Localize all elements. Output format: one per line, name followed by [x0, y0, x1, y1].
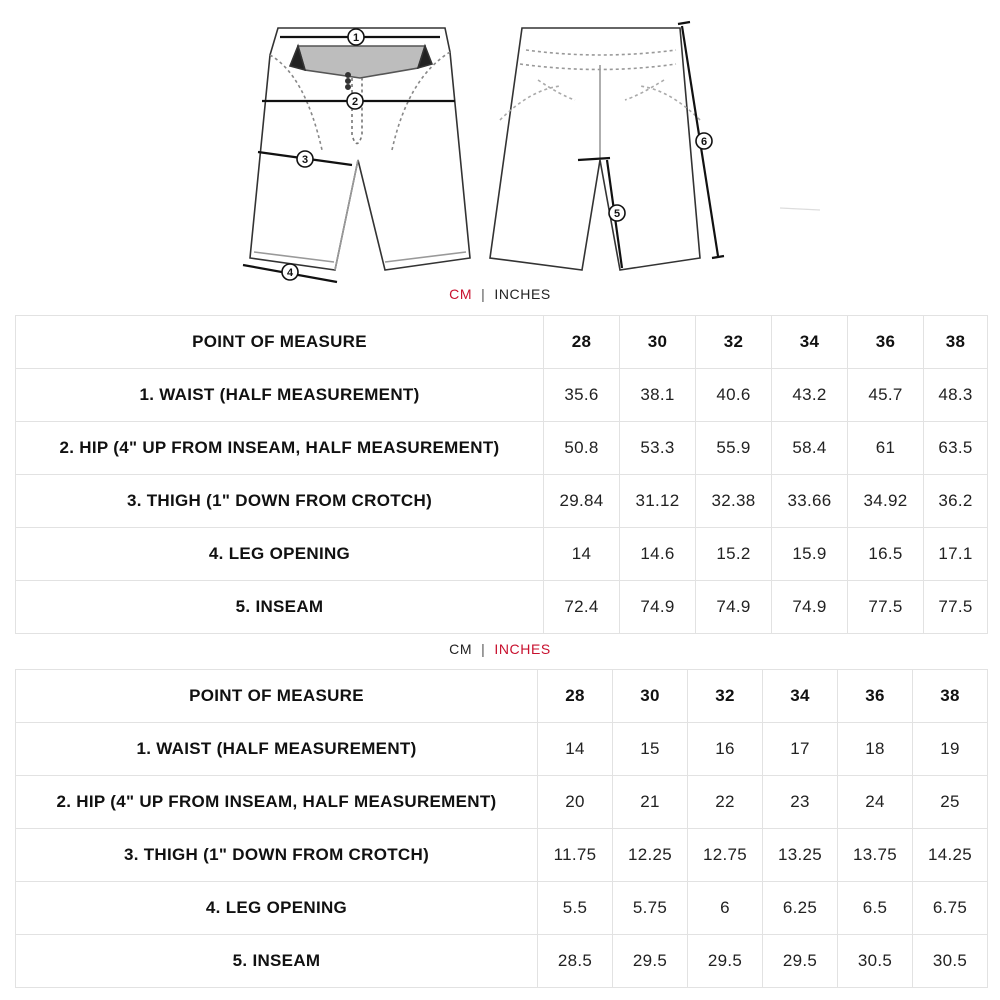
header-size: 38: [913, 670, 988, 723]
measure-value: 19: [913, 723, 988, 776]
measure-value: 17: [763, 723, 838, 776]
measure-label: 4. LEG OPENING: [16, 528, 544, 581]
measure-value: 14: [538, 723, 613, 776]
measure-value: 61: [848, 422, 924, 475]
unit-toggle-cm[interactable]: CM: [449, 286, 473, 302]
measure-label: 2. HIP (4" UP FROM INSEAM, HALF MEASUREMENT): [16, 776, 538, 829]
header-size: 34: [772, 316, 848, 369]
callout-3-label: 3: [301, 154, 309, 166]
measure-value: 13.75: [838, 829, 913, 882]
measure-value: 29.5: [688, 935, 763, 988]
measure-value: 5.75: [613, 882, 688, 935]
measure-value: 15: [613, 723, 688, 776]
measure-value: 77.5: [848, 581, 924, 634]
measure-value: 14.6: [620, 528, 696, 581]
unit-toggle-inches[interactable]: INCHES: [494, 286, 551, 302]
table-row: [16, 422, 988, 475]
header-size: 30: [620, 316, 696, 369]
table-row: [16, 882, 988, 935]
header-size: 32: [688, 670, 763, 723]
callout-5: [609, 205, 625, 221]
callout-1-label: 1: [352, 32, 360, 44]
measure-value: 74.9: [772, 581, 848, 634]
measure-value: 23: [763, 776, 838, 829]
measure-value: 6.75: [913, 882, 988, 935]
measure-value: 36.2: [924, 475, 988, 528]
measure-value: 28.5: [538, 935, 613, 988]
measure-value: 30.5: [838, 935, 913, 988]
header-size: 36: [848, 316, 924, 369]
shorts-back-view: [490, 28, 700, 270]
measure-value: 14.25: [913, 829, 988, 882]
measure-value: 58.4: [772, 422, 848, 475]
callout-3: [297, 151, 313, 167]
measure-value: 43.2: [772, 369, 848, 422]
measure-value: 30.5: [913, 935, 988, 988]
cm-header-row: [16, 316, 988, 369]
measure-label: 5. INSEAM: [16, 935, 538, 988]
table-row: [16, 829, 988, 882]
table-row: [16, 935, 988, 988]
measure-label: 1. WAIST (HALF MEASUREMENT): [16, 369, 544, 422]
measure-value: 16: [688, 723, 763, 776]
measure-value: 48.3: [924, 369, 988, 422]
measure-label: 5. INSEAM: [16, 581, 544, 634]
table-row: [16, 723, 988, 776]
table-row: [16, 776, 988, 829]
measure-value: 25: [913, 776, 988, 829]
measure-value: 53.3: [620, 422, 696, 475]
callout-6: [696, 133, 712, 149]
header-size: 32: [696, 316, 772, 369]
measure-value: 34.92: [848, 475, 924, 528]
measure-value: 29.5: [763, 935, 838, 988]
header-size: 38: [924, 316, 988, 369]
measure-value: 22: [688, 776, 763, 829]
measure-value: 33.66: [772, 475, 848, 528]
measure-value: 29.84: [544, 475, 620, 528]
measure-value: 16.5: [848, 528, 924, 581]
measure-value: 18: [838, 723, 913, 776]
unit-toggle-top: [0, 286, 1000, 302]
measure-label: 1. WAIST (HALF MEASUREMENT): [16, 723, 538, 776]
measure-label: 3. THIGH (1" DOWN FROM CROTCH): [16, 829, 538, 882]
measure-value: 15.2: [696, 528, 772, 581]
measure-label: 4. LEG OPENING: [16, 882, 538, 935]
size-chart-cm-table: [15, 315, 988, 634]
unit-toggle-cm[interactable]: CM: [449, 641, 473, 657]
measure-value: 6.5: [838, 882, 913, 935]
measure-value: 17.1: [924, 528, 988, 581]
header-point-of-measure: POINT OF MEASURE: [16, 316, 544, 369]
measure-value: 63.5: [924, 422, 988, 475]
header-size: 36: [838, 670, 913, 723]
header-size: 30: [613, 670, 688, 723]
measure-label: 3. THIGH (1" DOWN FROM CROTCH): [16, 475, 544, 528]
measure-value: 55.9: [696, 422, 772, 475]
unit-toggle-bottom: [0, 641, 1000, 657]
measure-value: 5.5: [538, 882, 613, 935]
measure-value: 50.8: [544, 422, 620, 475]
callout-5-label: 5: [613, 208, 621, 220]
measure-value: 74.9: [696, 581, 772, 634]
size-chart-inches-table: [15, 669, 988, 988]
measure-value: 12.25: [613, 829, 688, 882]
table-row: [16, 475, 988, 528]
measure-value: 35.6: [544, 369, 620, 422]
unit-toggle-divider: |: [481, 286, 486, 302]
callout-2-label: 2: [351, 96, 359, 108]
header-size: 28: [544, 316, 620, 369]
measure-value: 45.7: [848, 369, 924, 422]
measure-value: 11.75: [538, 829, 613, 882]
callout-4-label: 4: [286, 267, 294, 279]
measure-value: 6.25: [763, 882, 838, 935]
measure-value: 74.9: [620, 581, 696, 634]
unit-toggle-inches[interactable]: INCHES: [494, 641, 551, 657]
measure-value: 13.25: [763, 829, 838, 882]
measure-value: 32.38: [696, 475, 772, 528]
shorts-front-view: [250, 28, 470, 270]
measure-label: 2. HIP (4" UP FROM INSEAM, HALF MEASUREMENT): [16, 422, 544, 475]
measure-value: 31.12: [620, 475, 696, 528]
measure-value: 14: [544, 528, 620, 581]
header-size: 34: [763, 670, 838, 723]
shorts-measurement-diagram: [0, 0, 1000, 285]
header-size: 28: [538, 670, 613, 723]
unit-toggle-divider: |: [481, 641, 486, 657]
callout-1: [348, 29, 364, 45]
callout-4: [282, 264, 298, 280]
callout-6-label: 6: [700, 136, 708, 148]
measure-value: 77.5: [924, 581, 988, 634]
measure-value: 20: [538, 776, 613, 829]
callout-2: [347, 93, 363, 109]
table-row: [16, 581, 988, 634]
measure-value: 21: [613, 776, 688, 829]
header-point-of-measure: POINT OF MEASURE: [16, 670, 538, 723]
table-row: [16, 528, 988, 581]
measure-value: 72.4: [544, 581, 620, 634]
measure-value: 29.5: [613, 935, 688, 988]
inches-header-row: [16, 670, 988, 723]
measure-value: 6: [688, 882, 763, 935]
measure-value: 15.9: [772, 528, 848, 581]
measure-value: 38.1: [620, 369, 696, 422]
measure-value: 24: [838, 776, 913, 829]
measure-value: 40.6: [696, 369, 772, 422]
table-row: [16, 369, 988, 422]
measure-value: 12.75: [688, 829, 763, 882]
